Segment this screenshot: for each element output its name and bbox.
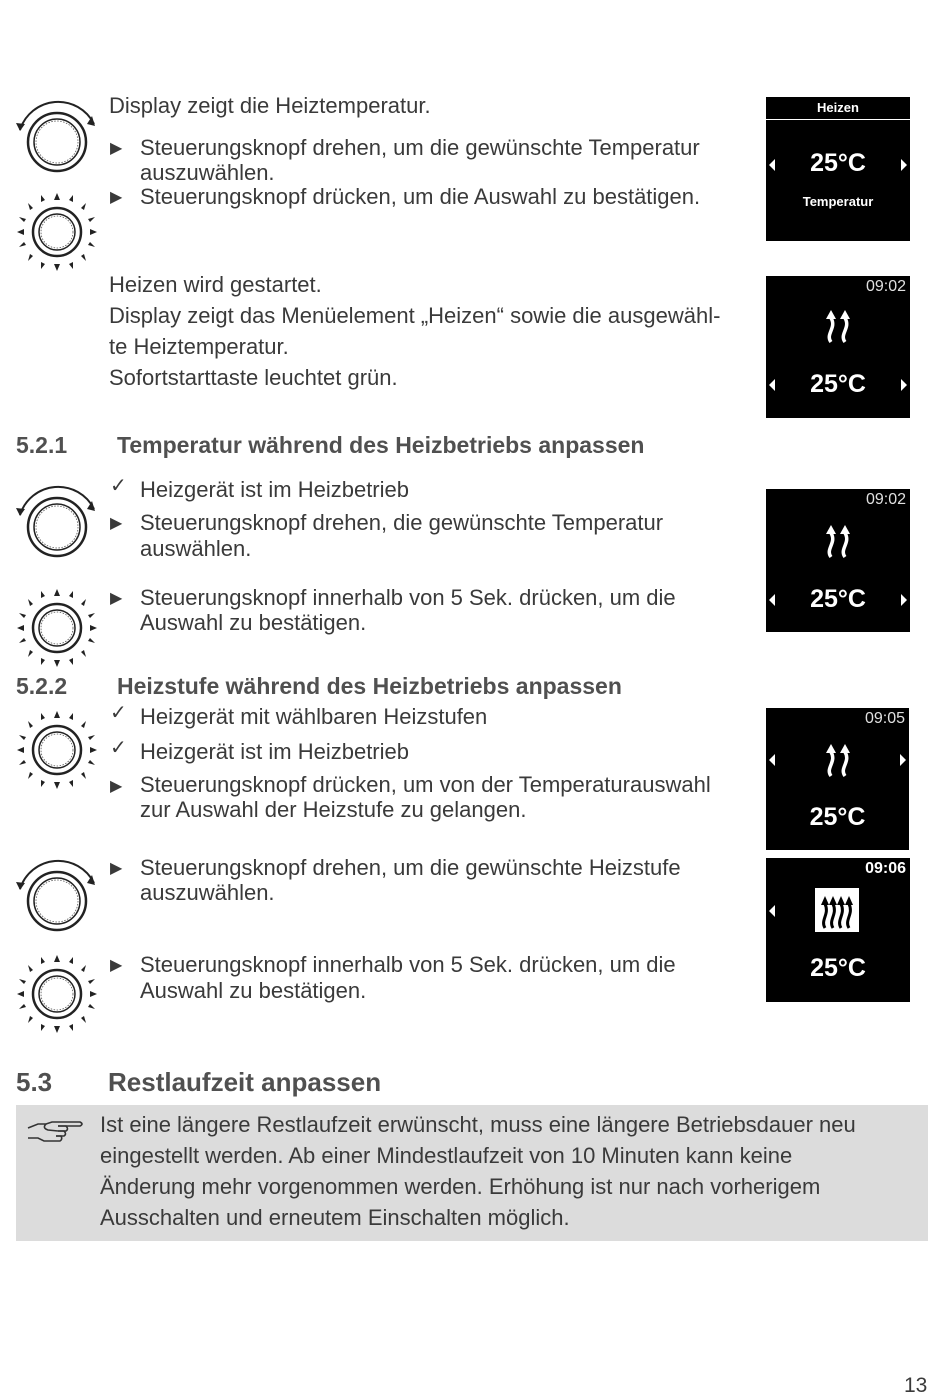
instruction-text: auswählen. (140, 536, 252, 561)
bullet-arrow-icon: ▶ (110, 189, 123, 206)
bullet-arrow-icon: ▶ (110, 860, 123, 877)
display-screen-heating (766, 276, 910, 418)
heat-waves-icon (821, 306, 855, 346)
heat-waves-icon (815, 888, 859, 932)
instruction-text: auszuwählen. (140, 880, 275, 905)
screen-label: Temperatur (802, 194, 874, 209)
screen-time: 09:02 (865, 491, 906, 508)
checkmark-icon: ✓ (110, 473, 127, 497)
knob-rotate-icon (12, 98, 102, 178)
display-screen-heating (766, 708, 909, 850)
precondition-text: Heizgerät ist im Heizbetrieb (140, 739, 409, 764)
display-screen-heizen (766, 97, 910, 241)
start-text: Sofortstarttaste leuchtet grün. (109, 365, 398, 390)
heat-waves-icon (821, 740, 855, 780)
precondition-text: Heizgerät ist im Heizbetrieb (140, 477, 409, 502)
instruction-text: Steuerungsknopf innerhalb von 5 Sek. drücken, um die (140, 585, 676, 610)
instruction-text: Auswahl zu bestätigen. (140, 978, 367, 1003)
instruction-text: Steuerungsknopf drehen, um die gewünschte Temperatur (140, 135, 700, 160)
note-line: Ausschalten und erneutem Einschalten möglich. (100, 1205, 570, 1230)
note-line: Änderung mehr vorgenommen werden. Erhöhung ist nur nach vorherigem (100, 1174, 821, 1199)
precondition-text: Heizgerät mit wählbaren Heizstufen (140, 704, 488, 729)
display-screen-heat-level (766, 858, 910, 1002)
section-number: 5.2.1 (16, 432, 68, 458)
section-title: Restlaufzeit anpassen (108, 1067, 382, 1097)
start-text: Display zeigt das Menüelement „Heizen“ sowie die ausgewähl- (109, 303, 721, 328)
knob-press-icon (14, 190, 100, 274)
knob-press-icon (14, 708, 100, 792)
screen-time: 09:02 (865, 278, 906, 295)
heat-level-selection (815, 888, 859, 932)
start-text: Heizen wird gestartet. (109, 272, 322, 297)
instruction-text: Steuerungsknopf drücken, um die Auswahl zu bestätigen. (140, 184, 701, 209)
bullet-arrow-icon: ▶ (110, 140, 123, 157)
note-line: Ist eine längere Restlaufzeit erwünscht, muss eine längere Betriebsdauer neu (100, 1112, 856, 1137)
screen-temperature: 25°C (810, 149, 866, 177)
section-number: 5.2.2 (16, 673, 68, 699)
pointing-hand-icon (24, 1118, 84, 1146)
start-text: te Heiztemperatur. (109, 334, 289, 359)
checkmark-icon: ✓ (110, 735, 127, 759)
note-text (100, 1109, 856, 1233)
screen-temperature: 25°C (810, 954, 866, 982)
instruction-text: auszuwählen. (140, 160, 275, 185)
section-title: Temperatur während des Heizbetriebs anpassen (117, 432, 645, 458)
screen-temperature: 25°C (809, 803, 866, 831)
instruction-text: Steuerungsknopf drehen, um die gewünschte Heizstufe (140, 855, 681, 880)
instruction-text: Steuerungsknopf drücken, um von der Temperaturauswahl (140, 772, 711, 797)
instruction-text: Auswahl zu bestätigen. (140, 610, 367, 635)
right-arrow-icon (900, 754, 906, 766)
knob-press-icon (14, 952, 100, 1036)
screen-time: 09:05 (864, 710, 905, 727)
bullet-arrow-icon: ▶ (110, 957, 123, 974)
display-screen-heating (766, 489, 910, 632)
screen-time: 09:06 (865, 860, 906, 877)
knob-rotate-icon (12, 483, 102, 563)
checkmark-icon: ✓ (110, 700, 127, 724)
screen-temperature: 25°C (810, 370, 866, 398)
note-line: eingestellt werden. Ab einer Mindestlaufzeit von 10 Minuten kann keine (100, 1143, 793, 1168)
instruction-text: Steuerungsknopf innerhalb von 5 Sek. drücken, um die (140, 952, 676, 977)
bullet-arrow-icon: ▶ (110, 778, 123, 795)
intro-text: Display zeigt die Heiztemperatur. (109, 93, 431, 118)
page-number: 13 (904, 1374, 928, 1397)
heat-waves-icon (821, 521, 855, 561)
instruction-text: zur Auswahl der Heizstufe zu gelangen. (140, 797, 527, 822)
left-arrow-icon (769, 905, 775, 917)
screen-temperature: 25°C (810, 585, 866, 613)
section-title: Heizstufe während des Heizbetriebs anpassen (117, 673, 622, 699)
bullet-arrow-icon: ▶ (110, 515, 123, 532)
screen-header: Heizen (766, 97, 910, 120)
knob-rotate-icon (12, 857, 102, 937)
bullet-arrow-icon: ▶ (110, 590, 123, 607)
instruction-text: Steuerungsknopf drehen, die gewünschte Temperatur (140, 510, 664, 535)
knob-press-icon (14, 586, 100, 670)
left-arrow-icon (769, 754, 775, 766)
section-number: 5.3 (16, 1067, 53, 1097)
